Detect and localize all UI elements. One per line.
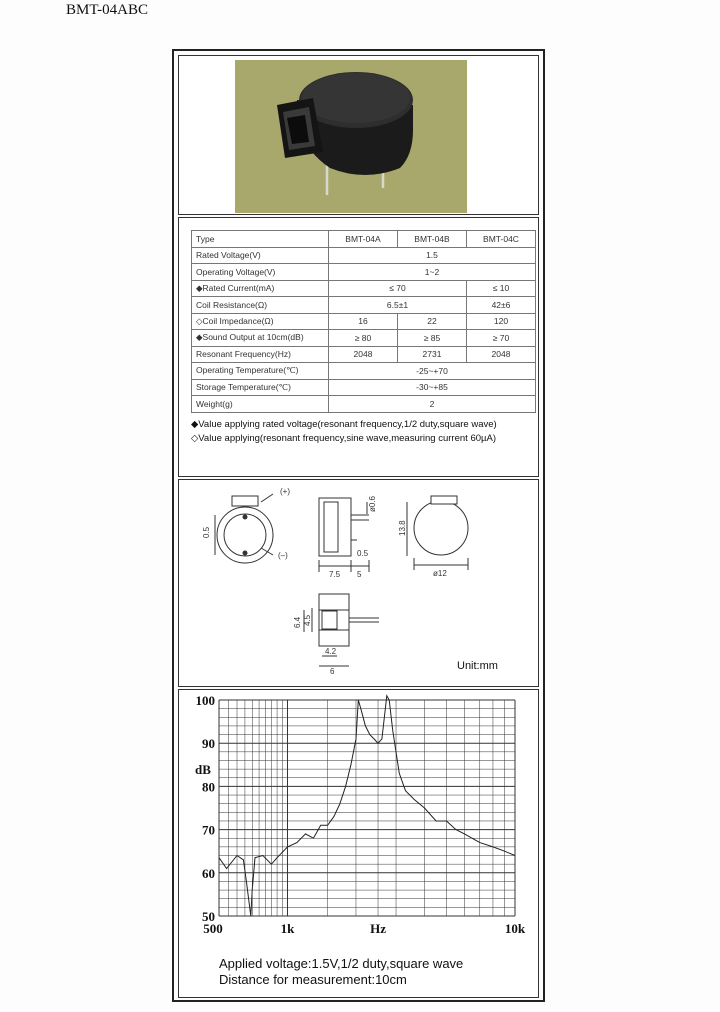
header-type: Type (192, 231, 329, 248)
minus-label: (–) (278, 551, 288, 560)
spec-value: 42±6 (467, 297, 536, 314)
spec-row (192, 346, 536, 363)
side-view (319, 498, 369, 572)
spec-value: ≤ 70 (329, 280, 467, 297)
spec-row (192, 297, 536, 314)
dim-5: 5 (357, 570, 362, 579)
document-title: BMT-04ABC (66, 2, 148, 18)
spec-table (191, 230, 536, 413)
chart-grid (219, 700, 515, 916)
spec-value: ≤ 10 (467, 280, 536, 297)
y-tick-labels (196, 693, 216, 924)
y-tick-label: 90 (202, 736, 215, 752)
x-tick-label: Hz (370, 921, 386, 936)
spec-value: ≥ 70 (467, 330, 536, 347)
frequency-response-chart (179, 690, 538, 950)
y-tick-label: 60 (202, 865, 215, 881)
spec-value: 2048 (467, 346, 536, 363)
spec-label: ◆Sound Output at 10cm(dB) (192, 330, 329, 347)
spec-row (192, 280, 536, 297)
top-view (407, 496, 468, 570)
spec-row (192, 247, 536, 264)
plus-label: (+) (280, 487, 290, 496)
dim-64: 6.4 (293, 616, 302, 628)
y-tick-label: 80 (202, 779, 215, 795)
spec-value: 120 (467, 313, 536, 330)
dim-05-side: 0.5 (357, 549, 369, 558)
front-view (304, 594, 379, 666)
y-tick-label: 100 (195, 693, 215, 708)
spec-header-row (192, 231, 536, 248)
spec-value: 16 (329, 313, 398, 330)
caption-distance: Distance for measurement:10cm (219, 972, 407, 987)
dim-05-left: 0.5 (202, 526, 211, 538)
spec-row (192, 379, 536, 396)
dim-06: ø0.6 (368, 495, 377, 512)
spec-label: Rated Voltage(V) (192, 247, 329, 264)
chart-panel (178, 689, 539, 998)
spec-value: 2 (329, 396, 536, 413)
spec-label: Weight(g) (192, 396, 329, 413)
header-model: BMT-04A (329, 231, 398, 248)
buzzer-image (235, 60, 467, 213)
photo-panel (178, 55, 539, 215)
spec-value: 1~2 (329, 264, 536, 281)
dim-138: 13.8 (398, 520, 407, 536)
spec-panel (178, 217, 539, 477)
spec-label: Coil Resistance(Ω) (192, 297, 329, 314)
bottom-view (215, 494, 273, 563)
dimension-panel (178, 479, 539, 687)
y-axis-label: dB (195, 762, 211, 777)
spec-row (192, 264, 536, 281)
x-tick-label: 10k (504, 921, 526, 936)
y-tick-label: 50 (202, 909, 215, 924)
y-tick-label: 70 (202, 822, 215, 838)
spec-label: ◆Rated Current(mA) (192, 280, 329, 297)
x-tick-label: 500 (203, 921, 223, 936)
spec-row (192, 363, 536, 380)
dim-75: 7.5 (329, 570, 341, 579)
dim-45: 4.5 (303, 614, 312, 626)
dim-42: 4.2 (325, 647, 337, 656)
spec-row (192, 396, 536, 413)
response-curve (219, 696, 515, 916)
header-model: BMT-04B (398, 231, 467, 248)
spec-label: Resonant Frequency(Hz) (192, 346, 329, 363)
spec-value: 1.5 (329, 247, 536, 264)
spec-value: ≥ 80 (329, 330, 398, 347)
datasheet-frame (172, 49, 545, 1002)
spec-value: 2731 (398, 346, 467, 363)
header-model: BMT-04C (467, 231, 536, 248)
dim-6: 6 (330, 667, 335, 676)
note-rated: ◆Value applying rated voltage(resonant frequency,1/2 duty,square wave) (191, 419, 497, 430)
dimension-drawing (179, 480, 538, 686)
spec-label: Operating Voltage(V) (192, 264, 329, 281)
spec-value: 22 (398, 313, 467, 330)
spec-value: 6.5±1 (329, 297, 467, 314)
dim-12: ø12 (433, 569, 447, 578)
spec-value: -25~+70 (329, 363, 536, 380)
spec-row (192, 330, 536, 347)
spec-value: 2048 (329, 346, 398, 363)
unit-label: Unit:mm (457, 660, 498, 672)
spec-label: Storage Temperature(℃) (192, 379, 329, 396)
spec-label: Operating Temperature(℃) (192, 363, 329, 380)
note-sine: ◇Value applying(resonant frequency,sine wave,measuring current 60µA) (191, 433, 496, 444)
spec-label: ◇Coil Impedance(Ω) (192, 313, 329, 330)
caption-voltage: Applied voltage:1.5V,1/2 duty,square wave (219, 956, 464, 971)
spec-value: -30~+85 (329, 379, 536, 396)
spec-value: ≥ 85 (398, 330, 467, 347)
x-tick-labels (203, 921, 526, 936)
x-tick-label: 1k (280, 921, 295, 936)
spec-row (192, 313, 536, 330)
product-photo (235, 60, 467, 213)
